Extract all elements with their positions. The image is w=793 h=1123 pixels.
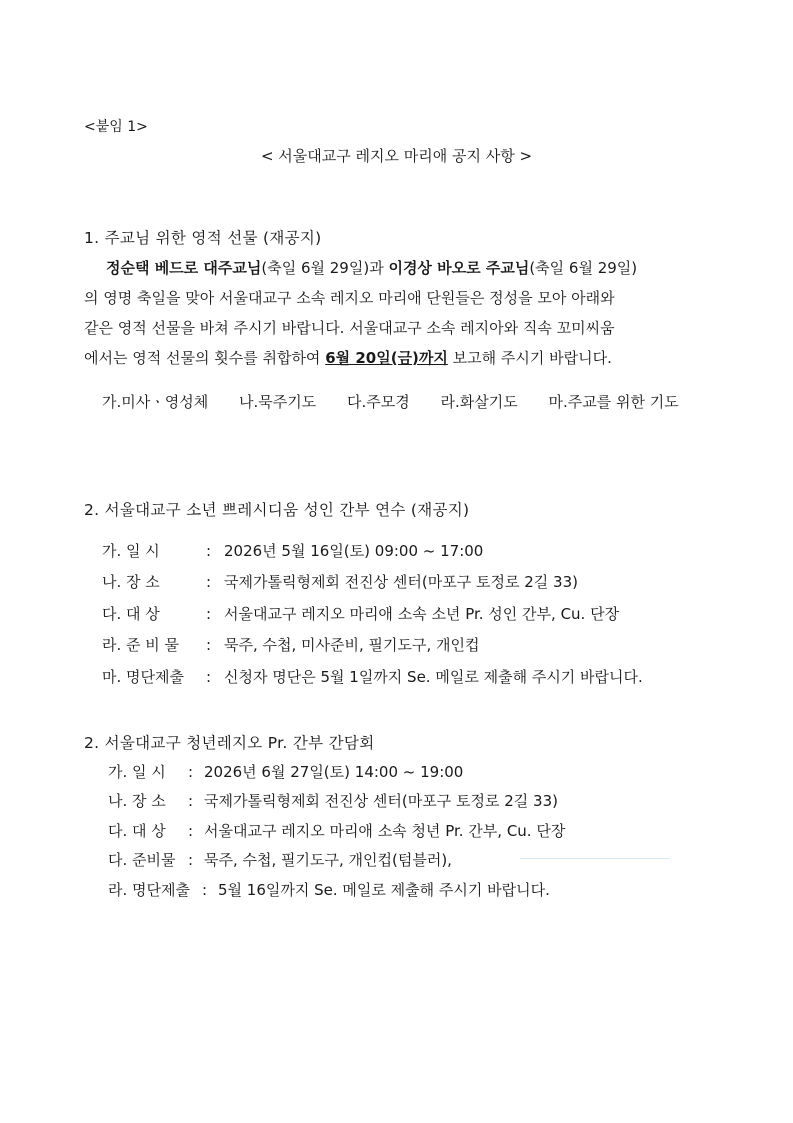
row-label: 다. 대 상 [102, 605, 160, 623]
row-separator: : [188, 763, 194, 781]
attachment-label: <붙임 1> [84, 119, 148, 135]
row-value: 묵주, 수첩, 필기도구, 개인컵(텀블러), [204, 851, 452, 869]
list-item [108, 790, 558, 811]
row-value: 5월 16일까지 Se. 메일로 제출해 주시기 바랍니다. [218, 881, 550, 899]
row-label: 가. 일 시 [108, 763, 166, 781]
faint-divider [520, 858, 670, 859]
feast-day-1: (축일 6월 29일)과 [261, 259, 389, 277]
row-value: 서울대교구 레지오 마리애 소속 소년 Pr. 성인 간부, Cu. 단장 [224, 605, 620, 623]
row-separator: : [188, 851, 194, 869]
section3-heading: 2. 서울대교구 청년레지오 Pr. 간부 간담회 [84, 734, 375, 752]
bishop-name-2: 이경상 바오로 주교님 [388, 259, 530, 277]
row-value: 묵주, 수첩, 미사준비, 필기도구, 개인컵 [224, 636, 480, 654]
row-value: 2026년 5월 16일(토) 09:00 ~ 17:00 [224, 542, 484, 560]
list-item [102, 666, 643, 687]
row-separator: : [188, 822, 194, 840]
paragraph-line-3: 같은 영적 선물을 바쳐 주시기 바랍니다. 서울대교구 소속 레지아와 직속 꼬미씨움 [84, 319, 615, 337]
list-item [108, 820, 565, 841]
list-item [108, 849, 452, 870]
option-prayer-for-bishop: 마.주교를 위한 기도 [548, 393, 679, 411]
row-label: 다. 준비물 [108, 851, 176, 869]
row-label: 다. 대 상 [108, 822, 166, 840]
list-item [108, 879, 550, 900]
list-item [102, 540, 483, 561]
row-label: 라. 명단제출 [108, 881, 190, 899]
list-item [108, 761, 463, 782]
section1-paragraph [84, 253, 724, 373]
row-separator: : [206, 636, 212, 654]
row-label: 마. 명단제출 [102, 668, 184, 686]
row-label: 나. 장 소 [108, 792, 166, 810]
row-separator: : [206, 605, 212, 623]
bishop-name-1: 정순택 베드로 대주교님 [106, 259, 262, 277]
list-item [102, 571, 578, 592]
paragraph-line-2: 의 영명 축일을 맞아 서울대교구 소속 레지오 마리애 단원들은 정성을 모아 아래와 [84, 289, 615, 307]
option-ejaculatory-prayer: 라.화살기도 [440, 393, 518, 411]
row-separator: : [206, 542, 212, 560]
option-lords-prayer: 다.주모경 [346, 393, 410, 411]
row-value: 국제가톨릭형제회 전진상 센터(마포구 토정로 2길 33) [224, 573, 578, 591]
section1-heading: 1. 주교님 위한 영적 선물 (재공지) [84, 229, 322, 247]
row-value: 2026년 6월 27일(토) 14:00 ~ 19:00 [204, 763, 464, 781]
row-value: 신청자 명단은 5월 1일까지 Se. 메일로 제출해 주시기 바랍니다. [224, 668, 643, 686]
row-label: 나. 장 소 [102, 573, 160, 591]
row-label: 가. 일 시 [102, 542, 160, 560]
row-separator: : [188, 792, 194, 810]
feast-day-2: (축일 6월 29일) [529, 259, 638, 277]
row-label: 라. 준 비 물 [102, 636, 180, 654]
row-value: 국제가톨릭형제회 전진상 센터(마포구 토정로 2길 33) [204, 792, 558, 810]
page-title: < 서울대교구 레지오 마리애 공지 사항 > [260, 147, 533, 165]
option-rosary: 나.묵주기도 [238, 393, 317, 411]
row-value: 서울대교구 레지오 마리애 소속 청년 Pr. 간부, Cu. 단장 [204, 822, 566, 840]
list-item [102, 603, 619, 624]
option-mass: 가.미사ㆍ영성체 [102, 393, 209, 411]
row-separator: : [202, 881, 208, 899]
row-separator: : [206, 668, 212, 686]
section2-heading: 2. 서울대교구 소년 쁘레시디움 성인 간부 연수 (재공지) [84, 501, 470, 519]
row-separator: : [206, 573, 212, 591]
list-item [102, 634, 480, 655]
spiritual-gift-options [102, 391, 679, 412]
paragraph-line-4-pre: 에서는 영적 선물의 횟수를 취합하여 [84, 349, 326, 367]
report-deadline: 6월 20일(금)까지 [325, 349, 448, 367]
paragraph-line-4-post: 보고해 주시기 바랍니다. [447, 349, 612, 367]
